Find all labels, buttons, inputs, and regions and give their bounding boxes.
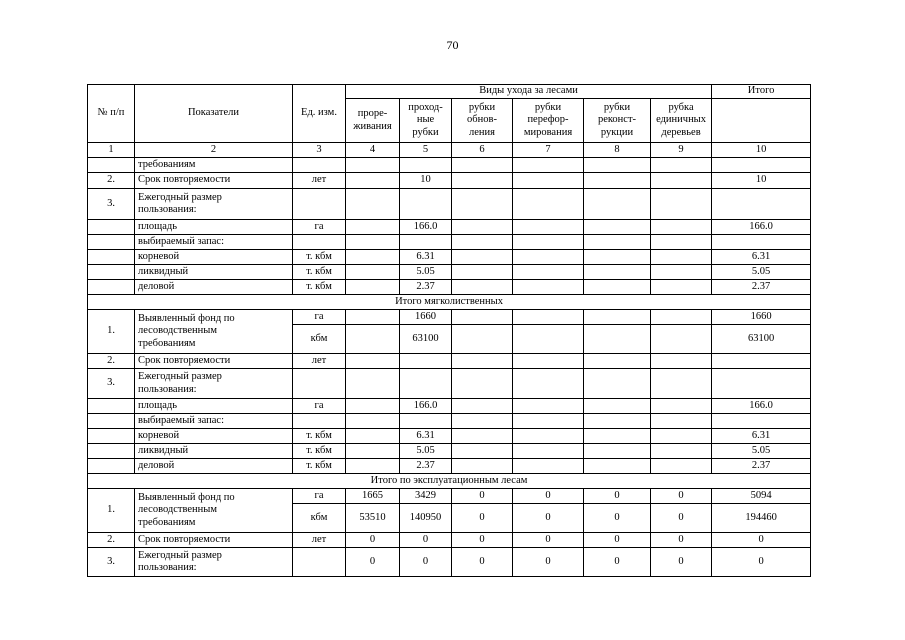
indicator-cell: Выявленный фонд по лесоводственным требованиям bbox=[135, 310, 293, 354]
table-cell: т. кбм bbox=[293, 459, 346, 474]
header-group: Виды ухода за лесами bbox=[346, 85, 712, 99]
table-cell bbox=[584, 429, 651, 444]
table-cell bbox=[651, 414, 712, 429]
table-cell bbox=[400, 369, 452, 399]
indicator-cell: Ежегодный размер пользования: bbox=[135, 548, 293, 577]
table-cell bbox=[712, 414, 811, 429]
table-cell: 5.05 bbox=[712, 444, 811, 459]
table-cell bbox=[651, 173, 712, 189]
table-cell bbox=[452, 444, 513, 459]
table-cell: 63100 bbox=[712, 325, 811, 354]
table-cell bbox=[346, 399, 400, 414]
table-cell bbox=[584, 369, 651, 399]
table-cell bbox=[88, 250, 135, 265]
table-cell: кбм bbox=[293, 504, 346, 533]
table-cell: т. кбм bbox=[293, 429, 346, 444]
header-sub-3: рубки обнов- ления bbox=[452, 99, 513, 143]
table-row bbox=[88, 489, 811, 504]
table-cell: т. кбм bbox=[293, 280, 346, 295]
table-cell: 0 bbox=[651, 548, 712, 577]
table-cell bbox=[651, 189, 712, 220]
table-cell bbox=[400, 235, 452, 250]
table-cell: 166.0 bbox=[400, 399, 452, 414]
table-cell bbox=[651, 399, 712, 414]
header-sub-5: рубки реконст- рукции bbox=[584, 99, 651, 143]
table-cell bbox=[346, 265, 400, 280]
indicator-cell: Срок повторяемости bbox=[135, 354, 293, 369]
table-cell bbox=[712, 189, 811, 220]
column-number: 10 bbox=[712, 143, 811, 158]
table-cell bbox=[452, 235, 513, 250]
indicator-cell: выбираемый запас: bbox=[135, 235, 293, 250]
table-cell: 6.31 bbox=[400, 250, 452, 265]
indicator-cell: выбираемый запас: bbox=[135, 414, 293, 429]
table-row bbox=[88, 369, 811, 399]
table-cell: га bbox=[293, 310, 346, 325]
table-cell bbox=[346, 369, 400, 399]
table-cell bbox=[651, 220, 712, 235]
table-cell bbox=[513, 158, 584, 173]
table-row bbox=[88, 173, 811, 189]
table-cell: т. кбм bbox=[293, 444, 346, 459]
header-unit: Ед. изм. bbox=[293, 85, 346, 143]
table-cell: 0 bbox=[400, 548, 452, 577]
table-cell: 5.05 bbox=[400, 265, 452, 280]
table-cell: 0 bbox=[513, 504, 584, 533]
table-row bbox=[88, 548, 811, 577]
table-cell bbox=[651, 158, 712, 173]
table-cell: 6.31 bbox=[400, 429, 452, 444]
table-cell: 10 bbox=[712, 173, 811, 189]
table-cell bbox=[452, 369, 513, 399]
table-row bbox=[88, 429, 811, 444]
indicator-cell: Срок повторяемости bbox=[135, 533, 293, 548]
page-number: 70 bbox=[446, 38, 459, 52]
table-cell bbox=[584, 354, 651, 369]
table-cell bbox=[293, 548, 346, 577]
indicator-cell: корневой bbox=[135, 250, 293, 265]
table-cell: 166.0 bbox=[712, 399, 811, 414]
column-number-row bbox=[88, 143, 811, 158]
table-cell bbox=[513, 354, 584, 369]
table-cell: 53510 bbox=[346, 504, 400, 533]
table-cell: 0 bbox=[651, 533, 712, 548]
table-cell bbox=[452, 325, 513, 354]
table-cell bbox=[346, 280, 400, 295]
table-row bbox=[88, 280, 811, 295]
table-cell bbox=[584, 250, 651, 265]
table-cell: 0 bbox=[400, 533, 452, 548]
table-cell bbox=[452, 158, 513, 173]
table-cell: 5.05 bbox=[712, 265, 811, 280]
table-cell bbox=[346, 414, 400, 429]
table-cell: 0 bbox=[584, 533, 651, 548]
table-cell bbox=[346, 444, 400, 459]
indicator-cell: Срок повторяемости bbox=[135, 173, 293, 189]
table-cell: кбм bbox=[293, 325, 346, 354]
table-cell bbox=[346, 459, 400, 474]
table-cell: 0 bbox=[346, 548, 400, 577]
table-cell bbox=[452, 220, 513, 235]
table-cell bbox=[400, 354, 452, 369]
table-cell: 0 bbox=[452, 504, 513, 533]
table-cell bbox=[346, 235, 400, 250]
table-cell bbox=[584, 459, 651, 474]
table-cell: 194460 bbox=[712, 504, 811, 533]
table-cell: 0 bbox=[513, 489, 584, 504]
table-row bbox=[88, 310, 811, 325]
table-cell bbox=[88, 265, 135, 280]
table-cell: 0 bbox=[452, 548, 513, 577]
indicator-cell: Ежегодный размер пользования: bbox=[135, 189, 293, 220]
table-cell: 3. bbox=[88, 189, 135, 220]
table-row bbox=[88, 414, 811, 429]
table-cell bbox=[293, 158, 346, 173]
table-cell bbox=[712, 158, 811, 173]
table-cell bbox=[88, 158, 135, 173]
table-cell: лет bbox=[293, 354, 346, 369]
table-cell: 2. bbox=[88, 173, 135, 189]
table-cell bbox=[452, 189, 513, 220]
table-cell bbox=[651, 369, 712, 399]
table-cell: 0 bbox=[452, 489, 513, 504]
section-title: Итого мягколиственных bbox=[88, 295, 811, 310]
table-cell bbox=[452, 265, 513, 280]
indicator-cell: деловой bbox=[135, 280, 293, 295]
table-cell bbox=[88, 399, 135, 414]
table-cell bbox=[88, 235, 135, 250]
table-cell bbox=[400, 189, 452, 220]
table-cell: га bbox=[293, 399, 346, 414]
table-cell: 63100 bbox=[400, 325, 452, 354]
column-number: 9 bbox=[651, 143, 712, 158]
table-row bbox=[88, 459, 811, 474]
table-cell bbox=[293, 189, 346, 220]
table-cell: 1. bbox=[88, 310, 135, 354]
column-number: 3 bbox=[293, 143, 346, 158]
table-cell: 6.31 bbox=[712, 429, 811, 444]
table-cell bbox=[513, 414, 584, 429]
column-number: 1 bbox=[88, 143, 135, 158]
table-cell bbox=[346, 158, 400, 173]
table-cell bbox=[293, 235, 346, 250]
table-row bbox=[88, 533, 811, 548]
table-cell bbox=[293, 369, 346, 399]
table-cell bbox=[651, 250, 712, 265]
header-sub-2: проход- ные рубки bbox=[400, 99, 452, 143]
table-cell: 0 bbox=[584, 504, 651, 533]
header-num: № п/п bbox=[88, 85, 135, 143]
table-cell bbox=[651, 310, 712, 325]
table-cell bbox=[88, 280, 135, 295]
table-cell: 1. bbox=[88, 489, 135, 533]
table-cell bbox=[513, 189, 584, 220]
header-sub-1: проре- живания bbox=[346, 99, 400, 143]
table-cell: 0 bbox=[712, 533, 811, 548]
header-total-empty bbox=[712, 99, 811, 143]
header-indicator: Показатели bbox=[135, 85, 293, 143]
column-number: 6 bbox=[452, 143, 513, 158]
section-row bbox=[88, 295, 811, 310]
indicator-cell: ликвидный bbox=[135, 444, 293, 459]
table-cell bbox=[452, 414, 513, 429]
table-cell bbox=[513, 265, 584, 280]
table-cell: 0 bbox=[346, 533, 400, 548]
table-cell bbox=[584, 158, 651, 173]
table-cell bbox=[88, 444, 135, 459]
indicator-cell: требованиям bbox=[135, 158, 293, 173]
table-cell bbox=[346, 220, 400, 235]
section-title: Итого по эксплуатационным лесам bbox=[88, 474, 811, 489]
table-cell: га bbox=[293, 220, 346, 235]
table-cell: 1660 bbox=[712, 310, 811, 325]
table-cell bbox=[513, 250, 584, 265]
table-cell bbox=[584, 235, 651, 250]
table-cell bbox=[346, 189, 400, 220]
table-cell bbox=[513, 444, 584, 459]
table-cell: 2.37 bbox=[400, 280, 452, 295]
table-cell bbox=[513, 235, 584, 250]
table-cell bbox=[712, 235, 811, 250]
table-cell bbox=[651, 354, 712, 369]
table-row bbox=[88, 444, 811, 459]
table-cell bbox=[88, 220, 135, 235]
indicator-cell: ликвидный bbox=[135, 265, 293, 280]
table-cell bbox=[346, 354, 400, 369]
table-cell bbox=[584, 189, 651, 220]
table-cell bbox=[88, 429, 135, 444]
header-total: Итого bbox=[712, 85, 811, 99]
table-cell bbox=[513, 325, 584, 354]
table-cell bbox=[452, 280, 513, 295]
table-cell bbox=[400, 158, 452, 173]
column-number: 5 bbox=[400, 143, 452, 158]
table-cell bbox=[513, 310, 584, 325]
header-sub-4: рубки перефор- мирования bbox=[513, 99, 584, 143]
table-cell: 1665 bbox=[346, 489, 400, 504]
header-sub-6: рубка единичных деревьев bbox=[651, 99, 712, 143]
table-cell: 3. bbox=[88, 548, 135, 577]
table-cell: 6.31 bbox=[712, 250, 811, 265]
table-cell bbox=[513, 459, 584, 474]
table-cell: 10 bbox=[400, 173, 452, 189]
table-cell bbox=[452, 310, 513, 325]
table-cell bbox=[400, 414, 452, 429]
table-cell: 2.37 bbox=[712, 459, 811, 474]
table-cell bbox=[346, 310, 400, 325]
table-cell bbox=[346, 250, 400, 265]
indicator-cell: площадь bbox=[135, 399, 293, 414]
table-cell: 5094 bbox=[712, 489, 811, 504]
table-cell: 140950 bbox=[400, 504, 452, 533]
table-cell bbox=[651, 459, 712, 474]
table-cell bbox=[651, 444, 712, 459]
table-row bbox=[88, 189, 811, 220]
table-cell: 2.37 bbox=[400, 459, 452, 474]
column-number: 2 bbox=[135, 143, 293, 158]
table-cell bbox=[513, 220, 584, 235]
table-cell: 0 bbox=[584, 548, 651, 577]
table-row bbox=[88, 220, 811, 235]
table-cell: т. кбм bbox=[293, 250, 346, 265]
table-cell: 0 bbox=[452, 533, 513, 548]
table-cell bbox=[651, 235, 712, 250]
indicator-cell: Ежегодный размер пользования: bbox=[135, 369, 293, 399]
table-cell: лет bbox=[293, 533, 346, 548]
table-row bbox=[88, 399, 811, 414]
table-cell: лет bbox=[293, 173, 346, 189]
table-cell bbox=[293, 414, 346, 429]
table-cell: 0 bbox=[651, 504, 712, 533]
table-cell bbox=[712, 369, 811, 399]
table-cell bbox=[513, 369, 584, 399]
table-cell bbox=[513, 280, 584, 295]
indicator-cell: деловой bbox=[135, 459, 293, 474]
table-cell bbox=[88, 459, 135, 474]
table-cell: 2. bbox=[88, 533, 135, 548]
table-cell bbox=[584, 414, 651, 429]
table-cell bbox=[584, 265, 651, 280]
table-cell: га bbox=[293, 489, 346, 504]
table-cell bbox=[513, 173, 584, 189]
table-cell: 3429 bbox=[400, 489, 452, 504]
table-cell: т. кбм bbox=[293, 265, 346, 280]
table-cell: 0 bbox=[584, 489, 651, 504]
indicator-cell: площадь bbox=[135, 220, 293, 235]
table-cell: 0 bbox=[712, 548, 811, 577]
table-cell bbox=[584, 399, 651, 414]
table-cell: 166.0 bbox=[712, 220, 811, 235]
table-cell: 1660 bbox=[400, 310, 452, 325]
table-row bbox=[88, 354, 811, 369]
table-cell bbox=[346, 429, 400, 444]
table-cell bbox=[584, 444, 651, 459]
table-cell bbox=[584, 280, 651, 295]
column-number: 8 bbox=[584, 143, 651, 158]
column-number: 4 bbox=[346, 143, 400, 158]
table-cell bbox=[584, 220, 651, 235]
table-cell: 0 bbox=[651, 489, 712, 504]
table-cell bbox=[651, 325, 712, 354]
table-cell bbox=[584, 310, 651, 325]
table-cell: 2. bbox=[88, 354, 135, 369]
table-cell bbox=[513, 429, 584, 444]
table-cell bbox=[651, 280, 712, 295]
table-cell: 0 bbox=[513, 533, 584, 548]
table-cell bbox=[452, 354, 513, 369]
table-cell bbox=[452, 250, 513, 265]
table-cell bbox=[452, 459, 513, 474]
table-cell: 5.05 bbox=[400, 444, 452, 459]
table-cell bbox=[88, 414, 135, 429]
table-cell bbox=[651, 429, 712, 444]
indicator-cell: корневой bbox=[135, 429, 293, 444]
table-cell: 2.37 bbox=[712, 280, 811, 295]
indicator-cell: Выявленный фонд по лесоводственным требованиям bbox=[135, 489, 293, 533]
table-row bbox=[88, 250, 811, 265]
table-cell: 166.0 bbox=[400, 220, 452, 235]
table-cell: 0 bbox=[513, 548, 584, 577]
table-cell bbox=[346, 173, 400, 189]
table-cell bbox=[452, 429, 513, 444]
forest-care-table bbox=[87, 84, 811, 577]
table-cell bbox=[712, 354, 811, 369]
table-cell bbox=[452, 399, 513, 414]
table-cell: 3. bbox=[88, 369, 135, 399]
table-cell bbox=[452, 173, 513, 189]
table-cell bbox=[651, 265, 712, 280]
table-cell bbox=[584, 173, 651, 189]
table-cell bbox=[513, 399, 584, 414]
table-row bbox=[88, 235, 811, 250]
section-row bbox=[88, 474, 811, 489]
table-row bbox=[88, 265, 811, 280]
table-cell bbox=[346, 325, 400, 354]
table-row bbox=[88, 158, 811, 173]
column-number: 7 bbox=[513, 143, 584, 158]
table-cell bbox=[584, 325, 651, 354]
